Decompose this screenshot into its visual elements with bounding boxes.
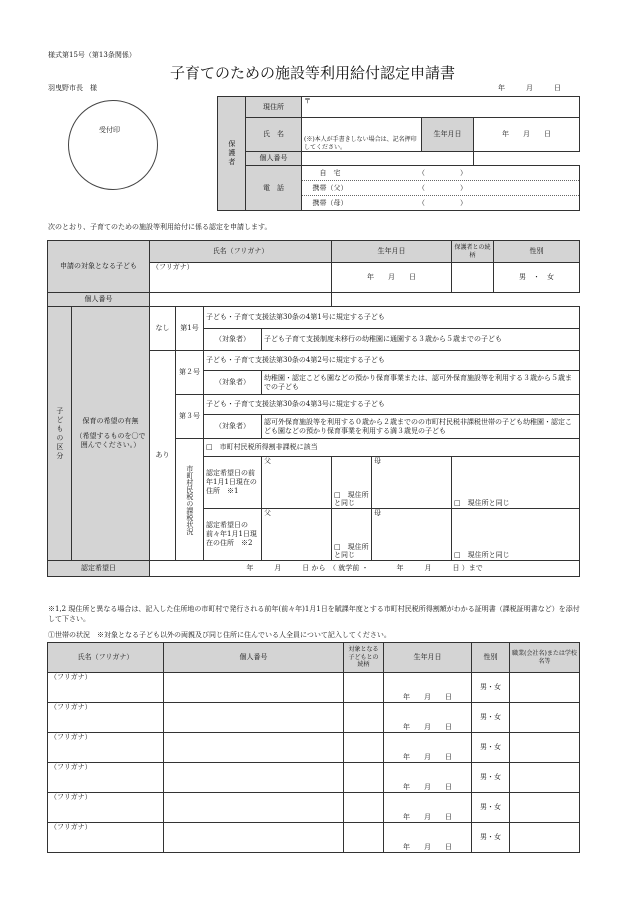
guardian-id-field[interactable] [302,152,474,166]
hh-birth-field[interactable]: 年 月 日 [384,793,472,823]
guardian-birth-field[interactable]: 年 月 日 [474,118,580,152]
hh-name-field[interactable] [48,673,164,703]
child-relation-field[interactable] [452,263,494,293]
footnote: ※1,2 現住所と異なる場合は、記入した住所地の市町村で発行される前年(前々年)1月1日を賦課年度とする市町村民税所得割額がわかる証明書（課税証明書など）を添付して下さい。 [48,605,580,624]
phone-father-field[interactable]: （ ） [418,183,467,192]
table-row [48,793,580,823]
hh-sex-field[interactable]: 男・女 [472,763,510,793]
addr2-mother-same[interactable]: □ 現住所と同じ [452,509,580,561]
hh-sex-field[interactable]: 男・女 [472,733,510,763]
hh-id-field[interactable] [164,703,344,733]
hh-furigana: （フリガナ） [50,703,92,711]
hh-job-field[interactable] [510,793,580,823]
hh-furigana: （フリガナ） [50,793,92,801]
addr2-father-label: 父 [262,509,332,561]
hh-name-field[interactable] [48,703,164,733]
hh-name-field[interactable] [48,733,164,763]
intro-text: 次のとおり、子育てのための施設等利用給付に係る認定を申請します。 [48,223,272,231]
child-id-label: 個人番号 [48,293,150,307]
no1-target-label: （対象者） [204,329,262,351]
hh-relation-field[interactable] [344,733,384,763]
hh-name-field[interactable] [48,823,164,853]
hh-relation-header: 対象となる子どもとの続柄 [344,643,384,673]
hh-name-field[interactable] [48,793,164,823]
phone-fields [302,166,580,211]
hope-none[interactable]: なし [150,307,176,351]
hh-job-field[interactable] [510,823,580,853]
guardian-table [217,96,580,211]
page-title: 子育てのための施設等利用給付認定申請書 [170,64,456,82]
hope-label [72,307,150,561]
birth-label: 生年月日 [422,118,474,152]
guardian-name-field[interactable] [302,118,422,152]
child-furigana: （フリガナ） [152,263,194,271]
no2-rule: 子ども・子育て支援法第30条の4第2号に規定する子ども [204,351,580,371]
phone-label: 電 話 [246,166,302,211]
hh-birth-field[interactable]: 年 月 日 [384,763,472,793]
application-date[interactable]: 年 月 日 [498,84,561,92]
hh-id-field[interactable] [164,763,344,793]
hh-relation-field[interactable] [344,703,384,733]
hh-job-field[interactable] [510,673,580,703]
hh-relation-field[interactable] [344,823,384,853]
name-label: 氏 名 [246,118,302,152]
hh-relation-field[interactable] [344,763,384,793]
child-name-field[interactable] [150,263,332,293]
stamp-label: 受付印 [99,126,120,134]
tax-exempt-check[interactable]: □ 市町村民税所得割非課税に該当 [204,439,580,457]
target-child-label: 申請の対象となる子ども [48,241,150,293]
application-table [47,240,580,577]
tax-status-label: 市町村民税の課税状況 [176,439,204,561]
no1-target: 子ども子育て支援制度未移行の幼稚園に通園する３歳から５歳までの子ども [262,329,580,351]
hh-sex-field[interactable]: 男・女 [472,823,510,853]
hh-furigana: （フリガナ） [50,823,92,831]
hh-furigana: （フリガナ） [50,733,92,741]
addressee: 羽曳野市長 様 [48,84,97,92]
hh-sex-header: 性別 [472,643,510,673]
hh-birth-field[interactable]: 年 月 日 [384,733,472,763]
postal-mark: 〒 [304,97,311,105]
household-table [47,642,580,853]
reception-stamp-circle [68,100,158,190]
phone-home-label: 自 宅 [319,168,341,177]
child-sex-field[interactable]: 男 ・ 女 [494,263,580,293]
category-no3[interactable]: 第３号 [176,395,204,439]
child-id-field[interactable] [150,293,332,307]
table-row [48,823,580,853]
hh-relation-field[interactable] [344,793,384,823]
hh-birth-header: 生年月日 [384,643,472,673]
table-row [48,703,580,733]
hh-job-field[interactable] [510,763,580,793]
hh-id-header: 個人番号 [164,643,344,673]
hh-id-field[interactable] [164,793,344,823]
hh-id-field[interactable] [164,733,344,763]
address-label: 現住所 [246,97,302,118]
phone-father-label: 携帯（父） [312,183,348,192]
hh-id-field[interactable] [164,673,344,703]
hh-furigana: （フリガナ） [50,673,92,681]
hh-job-header: 職業(会社名)または学校名等 [510,643,580,673]
child-birth-header: 生年月日 [332,241,452,263]
child-name-header: 氏名（フリガナ） [150,241,332,263]
addr1-father-same[interactable]: □ 現住所と同じ [332,457,372,509]
guardian-section: 保護者 [218,97,246,211]
id-label: 個人番号 [246,152,302,166]
household-heading: ①世帯の状況 ※対象となる子ども以外の両親及び同じ住所に住んでいる人全員について記入してください。 [48,631,391,639]
category-label: 子どもの区分 [48,307,72,561]
table-row [48,733,580,763]
phone-home-field[interactable]: （ ） [418,168,467,177]
no3-target: 認可外保育施設等を利用する０歳から２歳までのの市町村民税非課税世帯の子ども幼稚園・認定こども園などの預かり保育事業を利用する満３歳児の子ども [262,415,580,439]
addr1-father-label: 父 [262,457,332,509]
hh-sex-field[interactable]: 男・女 [472,673,510,703]
address-field[interactable] [302,97,580,118]
addr2-mother-label: 母 [372,509,452,561]
form-number: 様式第15号（第13条関係） [48,51,136,59]
hh-birth-field[interactable]: 年 月 日 [384,823,472,853]
hh-id-field[interactable] [164,823,344,853]
addr2-label: 認定希望日の前々年1月1日現在の住所 ※2 [204,509,262,561]
addr1-label: 認定希望日の前年1月1日現在の住所 ※1 [204,457,262,509]
no2-target-label: （対象者） [204,371,262,395]
hh-name-field[interactable] [48,763,164,793]
hh-birth-field[interactable]: 年 月 日 [384,703,472,733]
no2-target: 幼稚園・認定こども園などの預かり保育事業または、認可外保育施設等を利用する３歳から５歳までの子ども [262,371,580,395]
phone-mother-field[interactable]: （ ） [418,198,467,207]
category-no2[interactable]: 第２号 [176,351,204,395]
hh-furigana: （フリガナ） [50,763,92,771]
no3-target-label: （対象者） [204,415,262,439]
cert-date-label: 認定希望日 [48,561,150,577]
phone-mother-label: 携帯（母） [312,198,348,207]
child-birth-field[interactable]: 年 月 日 [332,263,452,293]
hh-name-header: 氏名（フリガナ） [48,643,164,673]
category-no1[interactable]: 第1号 [176,307,204,351]
hh-sex-field[interactable]: 男・女 [472,793,510,823]
hh-relation-field[interactable] [344,673,384,703]
no3-rule: 子ども・子育て支援法第30条の4第3号に規定する子ども [204,395,580,415]
hope-yes[interactable]: あり [150,351,176,561]
addr1-mother-same[interactable]: □ 現住所と同じ [452,457,580,509]
sex-header: 性別 [494,241,580,263]
cert-date-field[interactable]: 年 月 日 から （ 就学前 ・ 年 月 日 ）まで [150,561,580,577]
hope-note: （希望するものを〇で囲んでください。） [75,432,146,449]
relation-header: 保護者との続柄 [452,241,494,263]
table-row [48,673,580,703]
table-row [48,763,580,793]
hh-job-field[interactable] [510,703,580,733]
name-note: (※)本人が手書きしない場合は、記名押印してください。 [304,136,417,151]
addr1-mother-label: 母 [372,457,452,509]
no1-rule: 子ども・子育て支援法第30条の4第1号に規定する子ども [204,307,580,329]
addr2-father-same[interactable]: □ 現住所と同じ [332,509,372,561]
hope-title: 保育の希望の有無 [82,417,139,426]
hh-job-field[interactable] [510,733,580,763]
hh-birth-field[interactable]: 年 月 日 [384,673,472,703]
hh-sex-field[interactable]: 男・女 [472,703,510,733]
